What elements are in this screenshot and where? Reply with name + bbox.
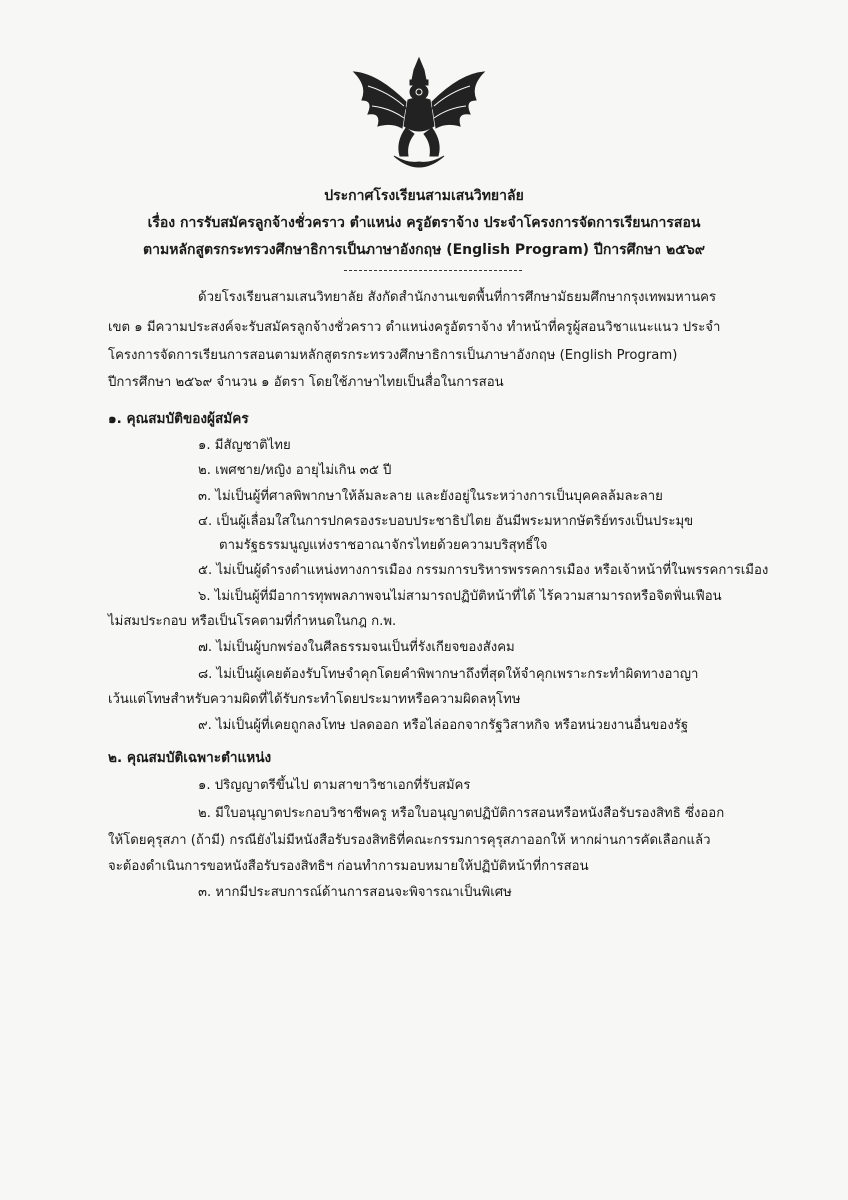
list-item: ๘. ไม่เป็นผู้เคยต้องรับโทษจำคุกโดยคำพิพากษาถึงที่สุดให้จำคุกเพราะกระทำผิดทางอาญา <box>198 667 699 682</box>
garuda-emblem-icon <box>348 56 490 178</box>
list-item: ๓. หากมีประสบการณ์ด้านการสอนจะพิจารณาเป็นพิเศษ <box>198 885 512 900</box>
list-item-continuation: เว้นแต่โทษสำหรับความผิดที่ได้รับกระทำโดยประมาทหรือความผิดลหุโทษ <box>108 692 521 707</box>
section-1-heading: ๑. คุณสมบัติของผู้สมัคร <box>108 411 249 427</box>
list-item: ๓. ไม่เป็นผู้ที่ศาลพิพากษาให้ล้มละลาย และยังอยู่ในระหว่างการเป็นบุคคลล้มละลาย <box>198 489 663 504</box>
list-item: ๗. ไม่เป็นผู้บกพร่องในศีลธรรมจนเป็นที่รังเกียจของสังคม <box>198 640 515 655</box>
list-item: ๕. ไม่เป็นผู้ดำรงตำแหน่งทางการเมือง กรรมการบริหารพรรคการเมือง หรือเจ้าหน้าที่ในพรรคการเมือง <box>198 563 769 578</box>
list-item: ๒. มีใบอนุญาตประกอบวิชาชีพครู หรือใบอนุญาตปฏิบัติการสอนหรือหนังสือรับรองสิทธิ ซึ่งออก <box>198 806 725 821</box>
intro-line: โครงการจัดการเรียนการสอนตามหลักสูตรกระทรวงศึกษาธิการเป็นภาษาอังกฤษ (English Program) <box>108 348 678 363</box>
list-item-continuation: ให้โดยคุรุสภา (ถ้ามี) กรณียังไม่มีหนังสือรับรองสิทธิที่คณะกรรมการคุรุสภาออกให้ หากผ่านการคัดเลือกแล้ว <box>108 833 711 848</box>
list-item: ๖. ไม่เป็นผู้ที่มีอาการทุพพลภาพจนไม่สามารถปฏิบัติหน้าที่ได้ ไร้ความสามารถหรือจิตฟั่นเฟือน <box>198 589 722 604</box>
intro-line: เขต ๑ มีความประสงค์จะรับสมัครลูกจ้างชั่วคราว ตำแหน่งครูอัตราจ้าง ทำหน้าที่ครูผู้สอนวิชาแนะแนว ประจำ <box>108 320 721 335</box>
list-item-continuation: ตามรัฐธรรมนูญแห่งราชอาณาจักรไทยด้วยความบริสุทธิ์ใจ <box>219 538 548 553</box>
announcement-subject-line-1: เรื่อง การรับสมัครลูกจ้างชั่วคราว ตำแหน่ง ครูอัตราจ้าง ประจำโครงการจัดการเรียนการสอน <box>147 215 701 231</box>
list-item: ๒. เพศชาย/หญิง อายุไม่เกิน ๓๕ ปี <box>198 463 392 478</box>
list-item: ๑. ปริญญาตรีขึ้นไป ตามสาขาวิชาเอกที่รับสมัคร <box>198 778 471 793</box>
list-item: ๙. ไม่เป็นผู้ที่เคยถูกลงโทษ ปลดออก หรือไล่ออกจากรัฐวิสาหกิจ หรือหน่วยงานอื่นของรัฐ <box>198 718 689 733</box>
announcement-title: ประกาศโรงเรียนสามเสนวิทยาลัย <box>324 188 524 204</box>
announcement-subject-line-2: ตามหลักสูตรกระทรวงศึกษาธิการเป็นภาษาอังกฤษ (English Program) ปีการศึกษา ๒๕๖๙ <box>143 242 705 258</box>
title-divider <box>344 270 522 271</box>
section-2-heading: ๒. คุณสมบัติเฉพาะตำแหน่ง <box>108 750 272 766</box>
intro-line: ด้วยโรงเรียนสามเสนวิทยาลัย สังกัดสำนักงานเขตพื้นที่การศึกษามัธยมศึกษากรุงเทพมหานคร <box>198 290 717 305</box>
intro-line: ปีการศึกษา ๒๕๖๙ จำนวน ๑ อัตรา โดยใช้ภาษาไทยเป็นสื่อในการสอน <box>108 375 504 390</box>
list-item: ๔. เป็นผู้เลื่อมใสในการปกครองระบอบประชาธิปไตย อันมีพระมหากษัตริย์ทรงเป็นประมุข <box>198 514 694 529</box>
announcement-header <box>60 183 788 264</box>
list-item: ๑. มีสัญชาติไทย <box>198 438 291 453</box>
list-item-continuation: ไม่สมประกอบ หรือเป็นโรคตามที่กำหนดในกฎ ก.พ. <box>108 614 397 629</box>
list-item-continuation: จะต้องดำเนินการขอหนังสือรับรองสิทธิฯ ก่อนทำการมอบหมายให้ปฏิบัติหน้าที่การสอน <box>108 859 589 874</box>
